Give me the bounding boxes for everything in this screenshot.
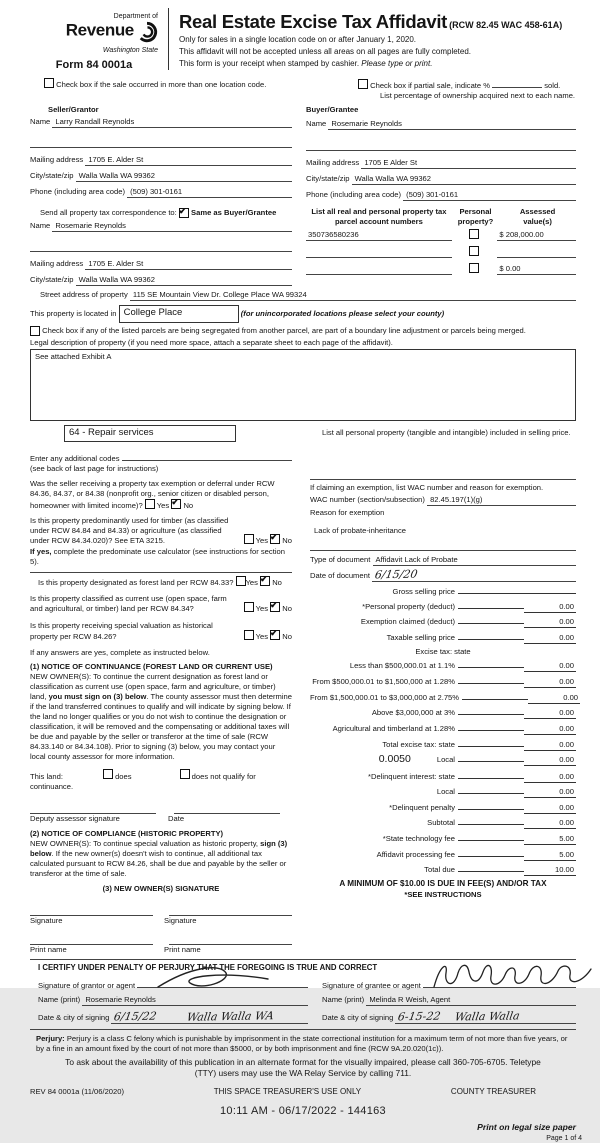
washington-state-label: Washington State — [102, 47, 158, 55]
parcel-number-field[interactable] — [306, 248, 452, 258]
grantee-date-field[interactable] — [395, 1011, 576, 1024]
parcel-col-header: List all real and personal property tax parcel account numbers — [311, 207, 447, 227]
receipt-timestamp: 10:11 AM - 06/17/2022 - 144163 — [220, 1104, 386, 1117]
deputy-date-label: Date — [168, 813, 185, 823]
doc-date-field[interactable] — [372, 569, 576, 582]
new-owner-signature-line-2[interactable] — [169, 906, 292, 916]
personal-property-note: List all personal property (tangible and intangible) included in selling price. — [322, 427, 571, 437]
buyer-name2-field[interactable] — [306, 141, 576, 151]
local-rate: 0.0050 — [378, 753, 411, 766]
grantee-name-label: Name (print) — [322, 995, 365, 1005]
dor-logo-block — [30, 8, 158, 73]
parcel-table — [306, 207, 576, 275]
divider — [310, 479, 576, 480]
gross-selling-price-row: Gross selling price — [310, 585, 576, 597]
see-instructions-note: *SEE INSTRUCTIONS — [404, 889, 482, 899]
q4-yes-checkbox[interactable] — [244, 602, 254, 612]
grantor-date-handwriting: 6/15/22 — [113, 1009, 158, 1024]
buyer-name-label: Name — [306, 119, 327, 129]
does-not-label: does not qualify for — [191, 771, 256, 781]
reason-exemption-value[interactable]: Lack of probate-inheritance — [314, 526, 407, 536]
question-timber-agriculture: Is this property predominantly used for timber (as classified under RCW 84.84 and 84.33) or agriculture (as classified under RCW 84.34.020)? See ETA 3215. Yes ✔ No — [30, 516, 292, 546]
assessed-col-header: Assessed value(s) — [519, 207, 556, 227]
buyer-phone-label: Phone (including area code) — [306, 190, 401, 200]
buyer-city-field[interactable]: Walla Walla WA 99362 — [352, 174, 576, 185]
tax-row: From $500,000.01 to $1,500,000 at 1.28% 0.00 — [310, 675, 576, 688]
personal-property-checkbox-2[interactable] — [469, 246, 479, 256]
grantee-date-handwriting: 6-15-22 — [397, 1009, 443, 1024]
wac-number-field[interactable]: 82.45.197(1)(g) — [427, 495, 576, 506]
county-treasurer-label: COUNTY TREASURER — [450, 1087, 536, 1097]
q4-no-checkbox[interactable] — [270, 602, 280, 612]
partial-sale-percent-field[interactable] — [492, 78, 542, 88]
grantor-signature-label: Signature of grantor or agent — [38, 981, 136, 991]
legal-description-label: Legal description of property (if you need more space, attach a separate sheet to each page of the affidavit). — [30, 337, 393, 347]
corr-city-field[interactable]: Walla Walla WA 99362 — [76, 275, 292, 286]
tax-row: From $1,500,000.01 to $3,000,000 at 2.75% 0.00 — [310, 691, 576, 704]
tax-row: Less than $500,000.01 at 1.1% 0.00 — [310, 659, 576, 672]
seller-heading: Seller/Grantor — [48, 105, 99, 115]
print-legal-note: Print on legal size paper — [477, 1122, 576, 1133]
q1-yes-checkbox[interactable] — [145, 499, 155, 509]
grantee-signature — [430, 959, 595, 993]
rcw-reference: (RCW 82.45 WAC 458-61A) — [449, 20, 563, 30]
deputy-assessor-label: Deputy assessor signature — [30, 813, 120, 823]
street-address-label: Street address of property — [40, 290, 128, 300]
continuance-label: continuance. — [30, 781, 74, 791]
if-any-yes-note: If any answers are yes, complete as instructed below. — [30, 647, 210, 657]
form-number: Form 84 0001a — [55, 59, 133, 72]
ownership-percent-note: List percentage of ownership acquired next to each name. — [380, 91, 576, 101]
dept-of-label: Department of — [113, 13, 158, 20]
title-block — [179, 8, 576, 69]
tax-row: *Delinquent interest: state 0.00 — [310, 770, 576, 783]
does-label: does — [115, 771, 132, 781]
notice1-body: NEW OWNER(S): To continue the current designation as forest land or classification as current use (open space, farm and agriculture, or timber) land, you must sign on (3) below. The county assessor must then determine if the land transferred continues to qualify and will indicate by signing below. If the land no longer qualifies or you do not wish to continue the designation or classification, it will be removed and the compensating or additional taxes will be due and payable by the seller or transferor at the time of sale (RCW 84.33.140 or 84.34.108). Prior to signing (3) below, you may contact your local county assessor for more information. — [30, 671, 292, 761]
question-historical: Is this property receiving special valuation as historical property per RCW 84.26? Yes ✔ No — [30, 621, 292, 641]
tax-row: *Delinquent penalty 0.00 — [310, 801, 576, 814]
corr-city-label: City/state/zip — [30, 275, 74, 285]
buyer-phone-field[interactable]: (509) 301-0161 — [403, 190, 576, 201]
parcel-row — [306, 246, 576, 258]
q2-no-checkbox[interactable] — [270, 534, 280, 544]
tax-row: Taxable selling price 0.00 — [310, 631, 576, 644]
page-number: Page 1 of 4 — [546, 1134, 582, 1142]
new-owner-signature-line-1[interactable] — [30, 906, 153, 916]
tax-row: *State technology fee 5.00 — [310, 832, 576, 845]
new-owner-printname-line-1[interactable] — [30, 935, 153, 945]
seller-name-label: Name — [30, 117, 51, 127]
question-forest-land: Is this property designated as forest land per RCW 84.33? Yes ✔ No — [30, 576, 292, 588]
this-land-label: This land: — [30, 771, 63, 781]
corr-mailing-field[interactable]: 1705 E. Alder St — [85, 259, 292, 270]
excise-tax-heading: Excise tax: state — [415, 646, 471, 656]
print-name-label: Print name — [164, 944, 201, 954]
parcel-row — [306, 263, 576, 275]
grantor-signature — [150, 963, 280, 993]
wac-number-label: WAC number (section/subsection) — [310, 495, 425, 505]
print-name-label: Print name — [30, 944, 67, 954]
assessed-value-field[interactable] — [497, 248, 576, 258]
subtitle-2: This affidavit will not be accepted unless all areas on all pages are fully completed. — [179, 46, 472, 56]
q5-no-checkbox[interactable] — [270, 630, 280, 640]
grantee-signature-label: Signature of grantee or agent — [322, 981, 421, 991]
tax-row: Agricultural and timberland at 1.28% 0.00 — [310, 722, 576, 735]
tax-row: *Personal property (deduct) 0.00 — [310, 600, 576, 613]
tax-row: Exemption claimed (deduct) 0.00 — [310, 615, 576, 628]
same-as-buyer-checkbox[interactable] — [179, 208, 189, 218]
personal-property-checkbox-1[interactable] — [469, 229, 479, 239]
assessed-value-field[interactable]: $ 208,000.00 — [497, 230, 576, 241]
seller-name-field[interactable]: Larry Randall Reynolds — [52, 117, 292, 128]
grantor-date-field[interactable] — [111, 1011, 308, 1024]
located-in-note: (for unincorporated locations please select your county) — [240, 308, 445, 318]
grantee-date-label: Date & city of signing — [322, 1012, 394, 1022]
subtitle-3: This form is your receipt when stamped by cashier. Please type or print. — [179, 58, 433, 68]
seller-city-field[interactable]: Walla Walla WA 99362 — [76, 171, 292, 182]
grantee-city-handwriting: Walla Walla — [454, 1009, 521, 1024]
notice3-title: (3) NEW OWNER(S) SIGNATURE — [102, 883, 220, 893]
doc-type-label: Type of document — [310, 555, 371, 565]
q5-yes-checkbox[interactable] — [244, 630, 254, 640]
parcel-number-field[interactable] — [306, 265, 452, 275]
signature-label: Signature — [164, 915, 197, 925]
minimum-due-note: A MINIMUM OF $10.00 IS DUE IN FEE(S) AND/OR TAX — [339, 878, 547, 888]
additional-codes-field[interactable] — [122, 451, 292, 461]
same-as-buyer-label: Same as Buyer/Grantee — [191, 208, 277, 218]
corr-name-label: Name — [30, 221, 51, 231]
parcel-number-field[interactable]: 350736580236 — [306, 230, 452, 241]
tax-row: Affidavit processing fee 5.00 — [310, 848, 576, 861]
gross-selling-price-field[interactable] — [524, 593, 576, 594]
exemption-claim-note: If claiming an exemption, list WAC number and reason for exemption. — [310, 483, 544, 493]
tax-row: Above $3,000,000 at 3% 0.00 — [310, 706, 576, 719]
rev-number: REV 84 0001a (11/06/2020) — [30, 1087, 125, 1097]
divider — [30, 1029, 576, 1030]
alt-format-note: To ask about the availability of this publication in an alternate format for the visually impaired, please call 360-705-6705. Teletype (TTY) users may use the WA Relay Service by calling 711. — [65, 1057, 541, 1079]
treasurer-space-label: THIS SPACE TREASURER'S USE ONLY — [213, 1087, 362, 1097]
partial-sale-checkbox[interactable] — [358, 79, 368, 89]
dor-swirl-icon — [136, 21, 158, 46]
partial-sale-sold-label: sold. — [544, 81, 561, 90]
buyer-name-field[interactable]: Rosemarie Reynolds — [328, 119, 576, 130]
grantor-city-handwriting: Walla Walla WA — [185, 1009, 275, 1024]
seller-name2-field[interactable] — [30, 138, 292, 148]
doc-date-handwriting: 6/15/20 — [373, 568, 419, 582]
land-does-not-checkbox[interactable] — [180, 769, 190, 779]
parcel-row — [306, 229, 576, 241]
local-tax-row: 0.0050 Local 0.00 — [378, 753, 574, 766]
grantor-date-label: Date & city of signing — [38, 1012, 110, 1022]
grantor-name-field[interactable]: Rosemarie Reynolds — [82, 995, 308, 1006]
corr-mailing-label: Mailing address — [30, 259, 84, 269]
multi-location-checkbox[interactable] — [44, 78, 54, 88]
tax-row: Subtotal 0.00 — [310, 816, 576, 829]
additional-codes-note: (see back of last page for instructions) — [30, 464, 159, 474]
corr-name-field[interactable]: Rosemarie Reynolds — [52, 221, 292, 232]
q1-no-checkbox[interactable] — [171, 499, 181, 509]
form-header — [30, 8, 576, 73]
grantor-name-label: Name (print) — [38, 995, 81, 1005]
tax-row: Total excise tax: state 0.00 — [310, 738, 576, 751]
seller-mailing-field[interactable]: 1705 E. Alder St — [85, 155, 292, 166]
street-address-field[interactable]: 115 SE Mountain View Dr. College Place WA 99324 — [130, 290, 576, 301]
q3-no-checkbox[interactable] — [260, 576, 270, 586]
notice2-title: (2) NOTICE OF COMPLIANCE (HISTORIC PROPERTY) — [30, 828, 224, 838]
seller-city-label: City/state/zip — [30, 171, 74, 181]
partial-sale-label: Check box if partial sale, indicate % — [370, 81, 490, 90]
notice2-body: NEW OWNER(S): To continue special valuation as historic property, sign (3) below. If the new owner(s) doesn't wish to continue, all additional tax calculated pursuant to RCW 84.26, shall be due and payable by the seller or transferor at the time of sale. — [30, 838, 288, 878]
signature-label: Signature — [30, 915, 63, 925]
located-in-select[interactable]: College Place — [119, 305, 239, 323]
revenue-wordmark: Revenue — [65, 20, 134, 40]
personal-property-checkbox-3[interactable] — [469, 263, 479, 273]
q3-yes-checkbox[interactable] — [236, 576, 246, 586]
personal-col-header: Personal property? — [457, 207, 494, 227]
doc-type-field[interactable]: Affidavit Lack of Probate — [373, 555, 577, 566]
certify-heading: I CERTIFY UNDER PENALTY OF PERJURY THAT THE FOREGOING IS TRUE AND CORRECT — [38, 962, 378, 972]
buyer-mailing-label: Mailing address — [306, 158, 360, 168]
segregated-label: Check box if any of the listed parcels are being segregated from another parcel, are part of a boundary line adjustment or parcels being merged. — [42, 325, 526, 335]
question-current-use: Is this property classified as current use (open space, farm and agricultural, or timber) land per RCW 84.34? Yes ✔ No — [30, 594, 292, 614]
seller-phone-field[interactable]: (509) 301-0161 — [127, 187, 292, 198]
deputy-date-line[interactable] — [174, 804, 280, 814]
q2-yes-checkbox[interactable] — [244, 534, 254, 544]
seller-phone-label: Phone (including area code) — [30, 187, 125, 197]
new-owner-printname-line-2[interactable] — [169, 935, 292, 945]
doc-date-label: Date of document — [310, 570, 370, 580]
question-exemption-deferral: Was the seller receiving a property tax exemption or deferral under RCW 84.36, 84.37, or 84.38 (nonprofit org., senior citizen or disabled person, homeowner with limited income)? Yes ✔ No — [30, 479, 292, 511]
multi-location-label: Check box if the sale occurred in more than one location code. — [56, 80, 267, 89]
total-due-row: Total due 10.00 — [310, 863, 576, 876]
additional-codes-label: Enter any additional codes — [30, 454, 120, 464]
seller-mailing-label: Mailing address — [30, 155, 84, 165]
divider — [310, 550, 576, 551]
located-in-label: This property is located in — [30, 308, 117, 318]
assessed-value-field[interactable]: $ 0.00 — [497, 264, 576, 275]
deputy-assessor-signature-line[interactable] — [30, 804, 156, 814]
reason-exemption-label: Reason for exemption — [310, 508, 385, 518]
subtitle-1: Only for sales in a single location code on or after January 1, 2020. — [179, 35, 417, 45]
land-does-checkbox[interactable] — [103, 769, 113, 779]
buyer-mailing-field[interactable]: 1705 E Alder St — [361, 158, 576, 169]
tax-row: Local 0.00 — [310, 785, 576, 798]
notice1-title: (1) NOTICE OF CONTINUANCE (FOREST LAND OR CURRENT USE) — [30, 661, 273, 671]
legal-description-box[interactable]: See attached Exhibit A — [30, 349, 576, 421]
divider — [30, 572, 292, 573]
divider — [168, 8, 169, 70]
buyer-city-label: City/state/zip — [306, 174, 350, 184]
grantee-name-field[interactable]: Melinda R Weish, Agent — [366, 995, 576, 1006]
correspondence-label: Send all property tax correspondence to: — [40, 208, 177, 218]
predominate-use-note: If yes, complete the predominate use calculator (see instructions for section 5). — [30, 547, 285, 567]
page-title: Real Estate Excise Tax Affidavit — [179, 11, 448, 32]
perjury-note: Perjury: Perjury is a class C felony which is punishable by imprisonment in the state correctional institution for a maximum term of not more than five years, or by a fine in an amount fixed by the court of not more than $5000, or by both imprisonment and fine (RCW 9A.20.020(1c)). — [36, 1034, 568, 1054]
buyer-heading: Buyer/Grantee — [306, 105, 359, 115]
corr-name2-field[interactable] — [30, 242, 292, 252]
segregated-checkbox[interactable] — [30, 326, 40, 336]
land-use-code-select[interactable]: 64 - Repair services — [64, 425, 236, 443]
